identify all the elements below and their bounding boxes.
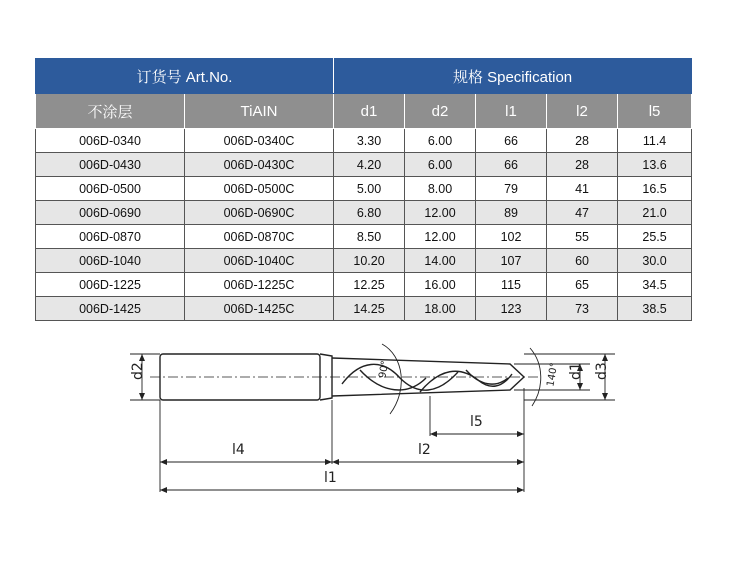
cell-l1: 115 xyxy=(476,273,547,297)
cell-uncoated-code: 006D-0870 xyxy=(36,225,185,249)
cell-tialn-code: 006D-0690C xyxy=(185,201,334,225)
cell-l5: 30.0 xyxy=(618,249,692,273)
table-row xyxy=(36,177,692,201)
cell-l2: 47 xyxy=(547,201,618,225)
label-l2: l2 xyxy=(418,442,431,458)
cell-l5: 38.5 xyxy=(618,297,692,321)
drill-flute-3 xyxy=(360,370,426,390)
label-l4: l4 xyxy=(232,442,245,458)
column-header-l1: l1 xyxy=(476,94,547,129)
specification-header: 规格 Specification xyxy=(334,59,692,94)
cell-uncoated-code: 006D-0690 xyxy=(36,201,185,225)
label-90: 90° xyxy=(377,359,392,380)
cell-tialn-code: 006D-1225C xyxy=(185,273,334,297)
cell-l1: 66 xyxy=(476,129,547,153)
column-header-l2: l2 xyxy=(547,94,618,129)
label-l5: l5 xyxy=(470,414,483,430)
cell-uncoated-code: 006D-1225 xyxy=(36,273,185,297)
cell-uncoated-code: 006D-0430 xyxy=(36,153,185,177)
cell-tialn-code: 006D-1425C xyxy=(185,297,334,321)
cell-d1: 3.30 xyxy=(334,129,405,153)
cell-l2: 65 xyxy=(547,273,618,297)
cell-tialn-code: 006D-0430C xyxy=(185,153,334,177)
table-row xyxy=(36,201,692,225)
cell-tialn-code: 006D-1040C xyxy=(185,249,334,273)
table-row xyxy=(36,153,692,177)
cell-d1: 8.50 xyxy=(334,225,405,249)
label-d1: d1 xyxy=(568,362,584,380)
cell-uncoated-code: 006D-1040 xyxy=(36,249,185,273)
table-row xyxy=(36,129,692,153)
cell-d1: 6.80 xyxy=(334,201,405,225)
cell-d2: 14.00 xyxy=(405,249,476,273)
cell-l2: 41 xyxy=(547,177,618,201)
table-row xyxy=(36,249,692,273)
order-number-header: 订货号 Art.No. xyxy=(36,59,334,94)
label-l1: l1 xyxy=(324,470,337,486)
column-header-tialn: TiAIN xyxy=(185,94,334,129)
cell-d2: 12.00 xyxy=(405,201,476,225)
cell-tialn-code: 006D-0340C xyxy=(185,129,334,153)
cell-l1: 107 xyxy=(476,249,547,273)
cell-d1: 4.20 xyxy=(334,153,405,177)
cell-d2: 12.00 xyxy=(405,225,476,249)
cell-d1: 14.25 xyxy=(334,297,405,321)
cell-l5: 25.5 xyxy=(618,225,692,249)
cell-l2: 28 xyxy=(547,129,618,153)
label-d3: d3 xyxy=(594,362,610,380)
cell-l1: 66 xyxy=(476,153,547,177)
cell-d1: 5.00 xyxy=(334,177,405,201)
group-header-row xyxy=(36,59,692,94)
table-row xyxy=(36,225,692,249)
cell-l2: 28 xyxy=(547,153,618,177)
cell-l5: 11.4 xyxy=(618,129,692,153)
column-header-row xyxy=(36,94,692,129)
cell-l2: 55 xyxy=(547,225,618,249)
drill-technical-drawing xyxy=(120,330,620,500)
cell-d2: 16.00 xyxy=(405,273,476,297)
cell-l5: 16.5 xyxy=(618,177,692,201)
cell-l5: 21.0 xyxy=(618,201,692,225)
cell-tialn-code: 006D-0870C xyxy=(185,225,334,249)
cell-l1: 89 xyxy=(476,201,547,225)
column-header-d1: d1 xyxy=(334,94,405,129)
cell-tialn-code: 006D-0500C xyxy=(185,177,334,201)
cell-uncoated-code: 006D-0500 xyxy=(36,177,185,201)
cell-uncoated-code: 006D-0340 xyxy=(36,129,185,153)
cell-l5: 13.6 xyxy=(618,153,692,177)
cell-d2: 8.00 xyxy=(405,177,476,201)
specification-table xyxy=(35,58,692,321)
cell-uncoated-code: 006D-1425 xyxy=(36,297,185,321)
cell-d2: 18.00 xyxy=(405,297,476,321)
column-header-uncoated: 不涂层 xyxy=(36,94,185,129)
cell-l1: 79 xyxy=(476,177,547,201)
extension-lines xyxy=(160,388,524,492)
arrowheads xyxy=(139,354,608,493)
cell-l2: 73 xyxy=(547,297,618,321)
cell-l5: 34.5 xyxy=(618,273,692,297)
table-row xyxy=(36,297,692,321)
cell-d1: 12.25 xyxy=(334,273,405,297)
cell-d2: 6.00 xyxy=(405,129,476,153)
label-140: 140° xyxy=(545,361,561,388)
cell-l2: 60 xyxy=(547,249,618,273)
cell-d2: 6.00 xyxy=(405,153,476,177)
column-header-d2: d2 xyxy=(405,94,476,129)
table-row xyxy=(36,273,692,297)
column-header-l5: l5 xyxy=(618,94,692,129)
cell-l1: 102 xyxy=(476,225,547,249)
cell-d1: 10.20 xyxy=(334,249,405,273)
cell-l1: 123 xyxy=(476,297,547,321)
label-d2: d2 xyxy=(130,362,146,380)
